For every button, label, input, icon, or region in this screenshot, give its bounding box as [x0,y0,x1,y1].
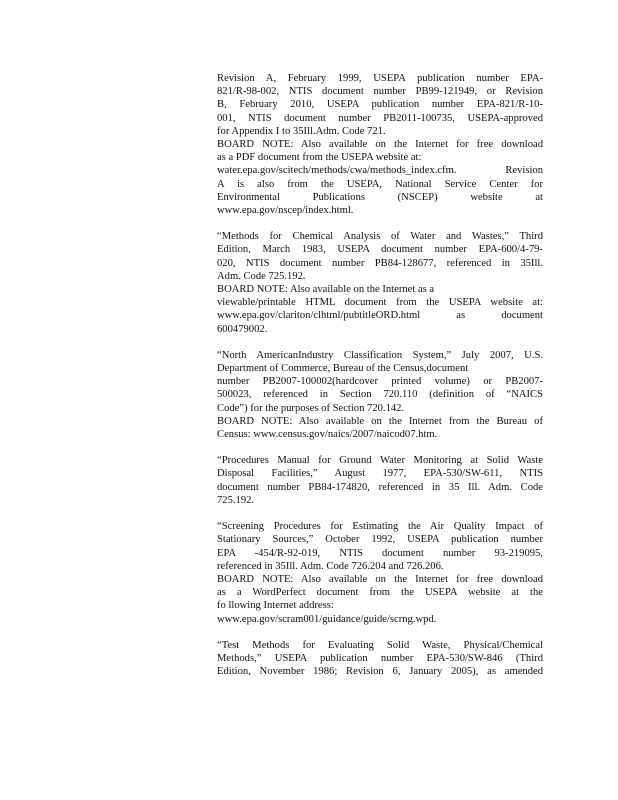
reference-line: Edition, November 1986; Revision 6, January 2005), as amended [217,666,543,678]
reference-line: www.epa.gov/clariton/clhtml/pubtitleORD.html as document [217,310,543,322]
reference-line: for Appendix I to 35Ill.Adm. Code 721. [217,125,386,137]
reference-line: 821/R-98-002, NTIS document number PB99-121949, or Revision [217,86,543,98]
reference-line: as a PDF document from the USEPA website at: [217,152,422,164]
reference-line: number PB2007-100002(hardcover printed volume) or PB2007- [217,376,543,388]
reference-line: BOARD NOTE: Also available on the Internet for free download [217,139,543,151]
reference-entry [217,349,543,441]
reference-line: Stationary Sources,” October 1992, USEPA publication number [217,534,543,546]
reference-line: “North AmericanIndustry Classification System,” July 2007, U.S. [217,349,543,361]
reference-line: 001, NTIS document number PB2011-100735, USEPA-approved [217,112,543,124]
reference-line: “Procedures Manual for Ground Water Monitoring at Solid Waste [217,455,543,467]
reference-entry [217,230,543,336]
reference-line: Department of Commerce, Bureau of the Census,document [217,363,469,375]
reference-line: 600479002. [217,323,268,335]
reference-line: B, February 2010, USEPA publication number EPA-821/R-10- [217,99,543,111]
reference-line: “Test Methods for Evaluating Solid Waste, Physical/Chemical [217,639,543,651]
reference-line: Environmental Publications (NSCEP) website at [217,191,543,203]
reference-line: A is also from the USEPA, National Service Center for [217,178,543,190]
reference-line: viewable/printable HTML document from the USEPA website at: [217,297,543,309]
reference-line: Adm. Code 725.192. [217,270,306,282]
reference-line: BOARD NOTE: Also available on the Internet from the Bureau of [217,415,543,427]
reference-line: “Screening Procedures for Estimating the Air Quality Impact of [217,521,543,533]
reference-line: fo llowing Internet address: [217,600,334,612]
reference-entry [217,520,543,626]
reference-line: Edition, March 1983, USEPA document number EPA-600/4-79- [217,244,543,256]
reference-entry [217,72,543,217]
reference-line: 500023, referenced in Section 720.110 (definition of “NAICS [217,389,543,401]
reference-line: “Methods for Chemical Analysis of Water and Wastes,” Third [217,231,543,243]
reference-entry [217,454,543,507]
reference-line: 725.192. [217,494,255,506]
reference-line: Disposal Facilities,” August 1977, EPA-530/SW-611, NTIS [217,468,543,480]
references-list [217,72,543,691]
reference-line: Revision A, February 1999, USEPA publication number EPA- [217,73,543,84]
reference-line: BOARD NOTE: Also available on the Internet for free download [217,573,543,585]
reference-line: Methods,” USEPA publication number EPA-530/SW-846 (Third [217,652,543,664]
reference-line: Code”) for the purposes of Section 720.142. [217,402,405,414]
reference-line: water.epa.gov/scitech/methods/cwa/methods_index.cfm. Revision [217,165,543,177]
reference-line: referenced in 35Ill. Adm. Code 726.204 and 726.206. [217,560,444,572]
reference-line: www.epa.gov/nscep/index.html. [217,205,354,217]
reference-line: 020, NTIS document number PB84-128677, referenced in 35Ill. [217,257,543,269]
reference-line: document number PB84-174820, referenced in 35 Ill. Adm. Code [217,481,543,493]
reference-line: as a WordPerfect document from the USEPA website at the [217,587,543,599]
reference-line: www.epa.gov/scram001/guidance/guide/scrng.wpd. [217,613,437,625]
reference-line: EPA -454/R-92-019, NTIS document number 93-219095, [217,547,543,559]
reference-entry [217,639,543,679]
reference-line: Census: www.census.gov/naics/2007/naicod07.htm. [217,429,438,441]
reference-line: BOARD NOTE: Also available on the Internet as a [217,284,435,296]
